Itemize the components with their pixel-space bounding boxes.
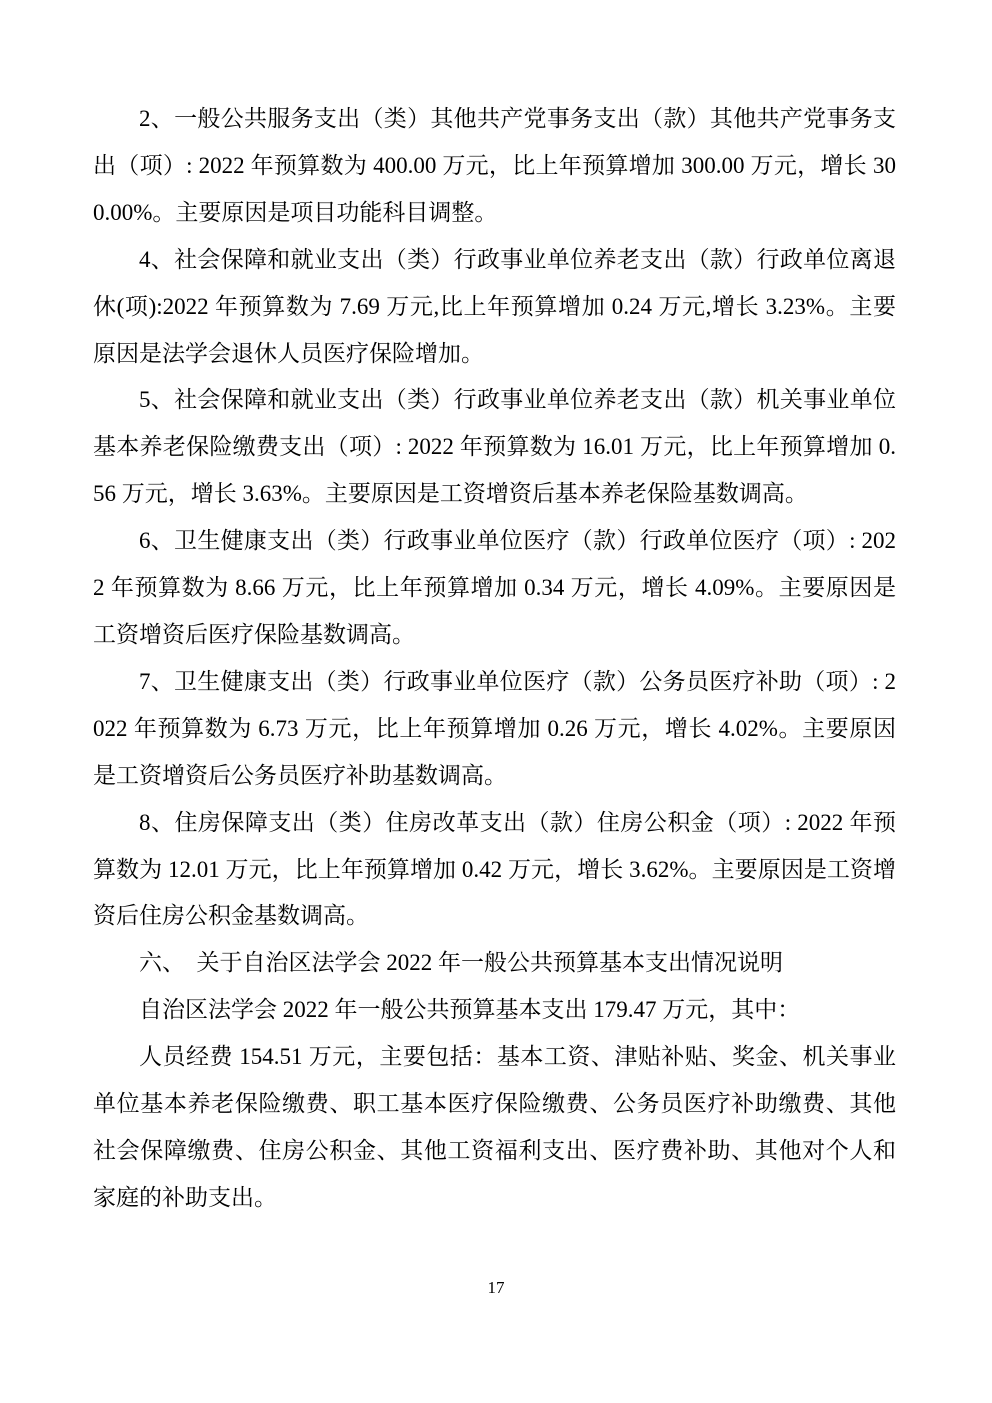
paragraph-item-4: 4、社会保障和就业支出（类）行政事业单位养老支出（款）行政单位离退休(项):2022 年预算数为 7.69 万元,比上年预算增加 0.24 万元,增长 3.23%。主要原因是法学会退休人员医疗保险增加。 (93, 246, 896, 366)
paragraph-item-8: 8、住房保障支出（类）住房改革支出（款）住房公积金（项）: 2022 年预算数为 12.01 万元，比上年预算增加 0.42 万元，增长 3.62%。主要原因是工资增资后住房公积金基数调高。 (93, 809, 896, 929)
paragraph-personnel-expenses: 人员经费 154.51 万元，主要包括：基本工资、津贴补贴、奖金、机关事业单位基本养老保险缴费、职工基本医疗保险缴费、公务员医疗补助缴费、其他社会保障缴费、住房公积金、其他工资福利支出、医疗费补助、其他对个人和家庭的补助支出。 (93, 1044, 896, 1210)
document-body (93, 96, 896, 1222)
paragraph-item-2: 2、一般公共服务支出（类）其他共产党事务支出（款）其他共产党事务支出（项）: 2022 年预算数为 400.00 万元，比上年预算增加 300.00 万元，增长 300.00%。主要原因是项目功能科目调整。 (93, 106, 896, 225)
paragraph-basic-expenditure-total: 自治区法学会 2022 年一般公共预算基本支出 179.47 万元，其中： (139, 997, 801, 1023)
paragraph-item-6: 6、卫生健康支出（类）行政事业单位医疗（款）行政单位医疗（项）: 2022 年预算数为 8.66 万元，比上年预算增加 0.34 万元，增长 4.09%。主要原因是工资增资后医疗保险基数调高。 (93, 528, 896, 647)
paragraph-item-7: 7、卫生健康支出（类）行政事业单位医疗（款）公务员医疗补助（项）: 2022 年预算数为 6.73 万元，比上年预算增加 0.26 万元，增长 4.02%。主要原因是工资增资后公务员医疗补助基数调高。 (93, 668, 896, 788)
paragraph-item-5: 5、社会保障和就业支出（类）行政事业单位养老支出（款）机关事业单位基本养老保险缴费支出（项）: 2022 年预算数为 16.01 万元，比上年预算增加 0.56 万元，增长 3.63%。主要原因是工资增资后基本养老保险基数调高。 (93, 387, 896, 507)
page-number: 17 (487, 1278, 505, 1297)
section-heading: 六、 关于自治区法学会 2022 年一般公共预算基本支出情况说明 (139, 950, 783, 976)
